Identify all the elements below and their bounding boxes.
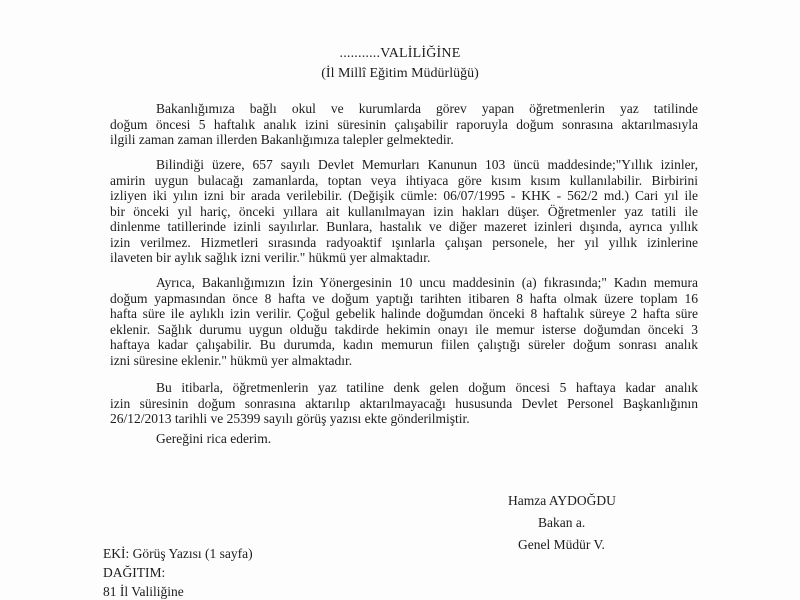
distribution-recipient: 81 İl Valiliğine <box>103 584 184 599</box>
text-line: eklenir. Sağlık durumu uygun olduğu takdirde hekimin onayı ile memur isterse doğumdan önceki 3 <box>110 321 698 337</box>
text-line: 26/12/2013 tarihli ve 25399 sayılı görüş yazısı ekte gönderilmiştir. <box>110 411 470 426</box>
letter-addressee: ...........VALİLİĞİNE <box>339 46 461 61</box>
text-line: Ayrıca, Bakanlığımızın İzin Yönergesinin 10 uncu maddesinin (a) fıkrasında;" Kadın memura <box>156 275 698 290</box>
text-line: izni süresine eklenir." hükmü yer almaktadır. <box>110 352 353 368</box>
text-line: Bu itibarla, öğretmenlerin yaz tatiline denk gelen doğum öncesi 5 haftaya kadar analık <box>156 380 698 395</box>
text-line: hafta süre ile aylıklı izin verilir. Çoğul gebelik halinde doğumdan önceki 8 haftalık süreye 2 hafta süre <box>110 306 698 321</box>
attachment-note: EKİ: Görüş Yazısı (1 sayfa) <box>103 546 253 561</box>
text-line: ilaveten bir aylık sağlık izni verilir." hükmü yer almaktadır. <box>110 250 431 265</box>
letter-addressee-department: (İl Millî Eğitim Müdürlüğü) <box>321 66 479 81</box>
text-line: izin süresinin doğum sonrasına aktarılıp aktarılmayacağı hususunda Devlet Personel Başkanlığının <box>110 395 698 411</box>
paragraph-1 <box>110 101 698 148</box>
distribution-heading: DAĞITIM: <box>103 565 166 580</box>
text-line: Bilindiği üzere, 657 sayılı Devlet Memurları Kanunun 103 üncü maddesinde;"Yıllık izinler, <box>156 157 698 172</box>
text-line: ilgili zaman zaman illerden Bakanlığımıza talepler gelmektedir. <box>110 132 454 147</box>
signatory-title: Bakan a. <box>538 515 586 530</box>
paragraph-2 <box>110 157 698 266</box>
signatory-position: Genel Müdür V. <box>518 537 605 552</box>
paragraph-3 <box>110 275 698 368</box>
text-line: doğum yapmasından önce 8 hafta ve doğum yaptığı tarihten itibaren 8 hafta olmak üzere toplam 16 <box>110 290 698 306</box>
text-line: amirin uygun bulacağı zamanlarda, toptan veya ihtiyaca göre kısım kısım kullanılabilir. Birbirini <box>110 172 698 188</box>
text-line: doğum öncesi 5 haftalık analık izini süresinin çalışabilir raporuyla doğum sonrasına aktarılmasıyla <box>110 116 698 132</box>
text-line: Bakanlığımıza bağlı okul ve kurumlarda görev yapan öğretmenlerin yaz tatilinde <box>156 101 698 116</box>
text-line: izin verilmez. Hizmetleri sırasında radyoaktif ışınlarla çalışan personele, her yıl yıllık izinlerine <box>110 234 698 250</box>
text-line: dinlenme tatillerinde izinli sayılırlar. Bunlara, hastalık ve diğer mazeret izinleri dışında, ayrıca yıllık <box>110 219 698 234</box>
text-line: izliyen iki yılın izni bir arada verilebilir. (Değişik cümle: 06/07/1995 - KHK - 562/2 md.) Cari yıl ile <box>110 188 698 203</box>
text-line: bir önceki yıl hariç, önceki yıllara ait kullanılmayan izin hakları düşer. Öğretmenler yaz tatili ile <box>110 203 698 219</box>
text-line: haftaya kadar çalışabilir. Bu durumda, kadın memurun fiilen çalıştığı süreler doğum sonrası analık <box>110 337 698 352</box>
signatory-name: Hamza AYDOĞDU <box>508 493 616 508</box>
text-line: Gereğini rica ederim. <box>156 431 272 446</box>
paragraph-4 <box>110 380 698 427</box>
paragraph-closing <box>110 431 698 447</box>
